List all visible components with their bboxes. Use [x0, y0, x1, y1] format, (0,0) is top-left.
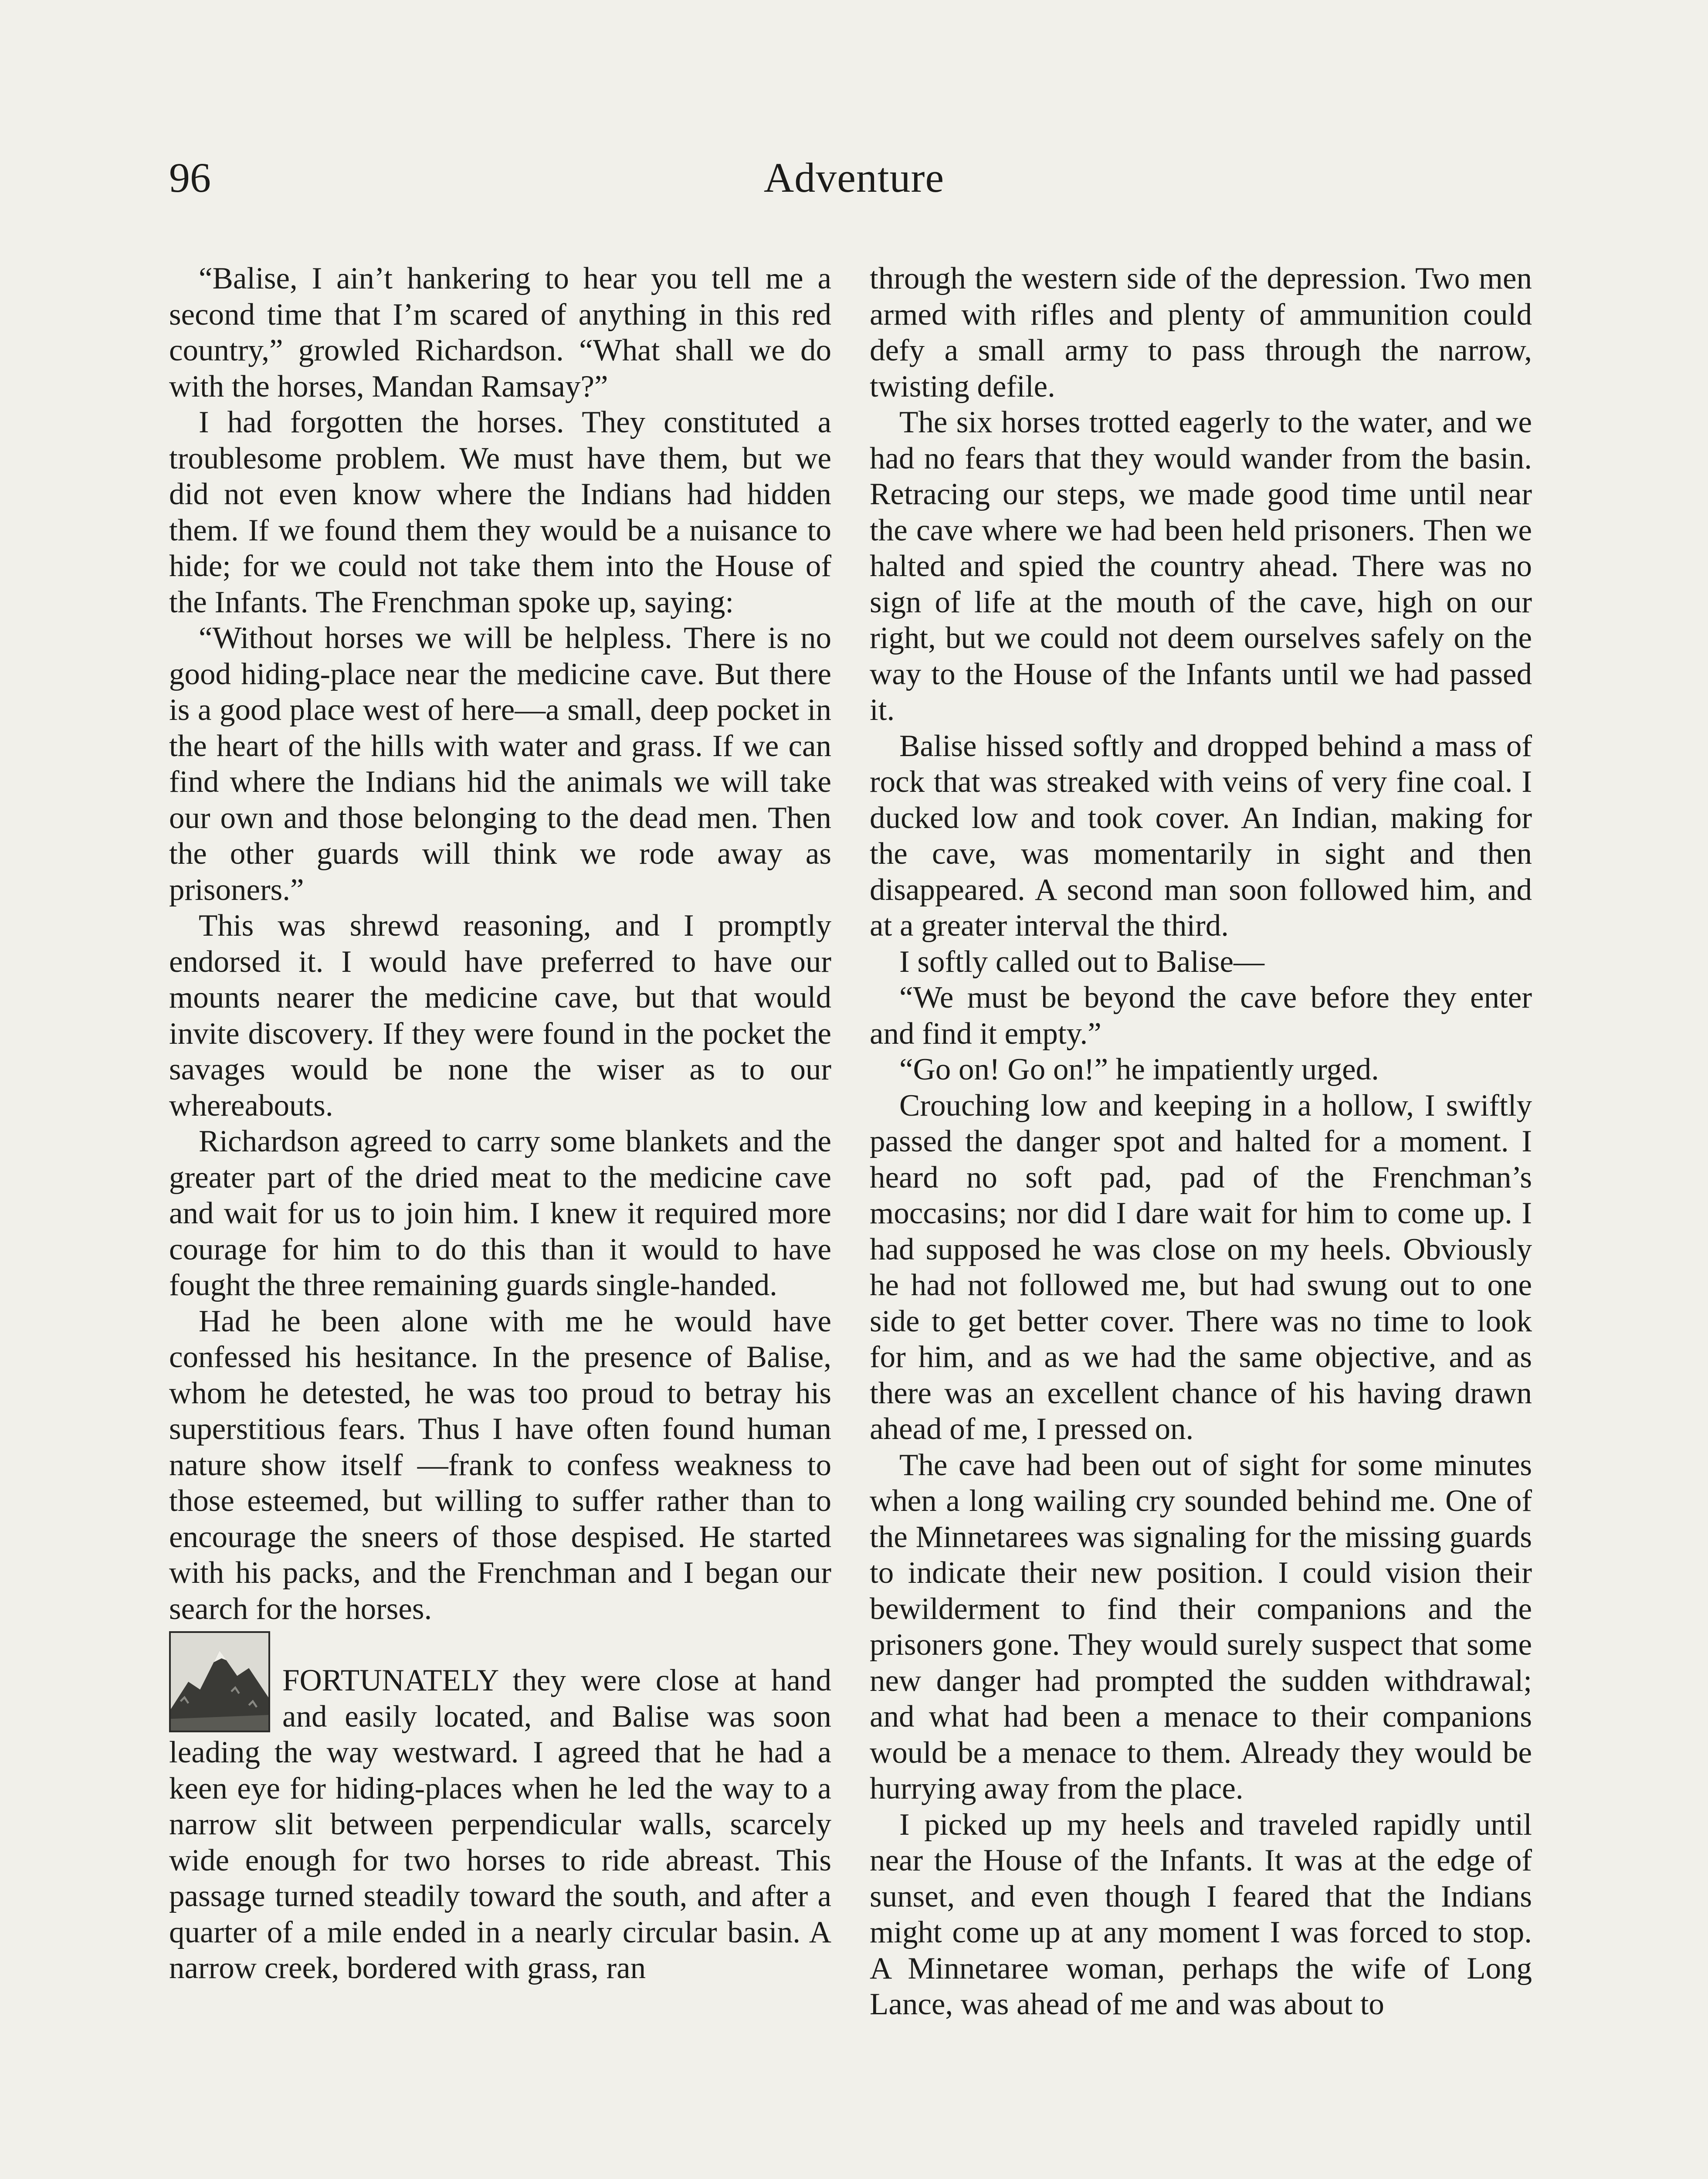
paragraph: FORTUNATELY they were close at hand and easily located, and Balise was soon leading the way westward. I agreed that he had a keen eye for hiding-places when he led the way to a narrow slit between perpendicular walls, scarcely wide enough for two horses to ride abreast. This passage turned steadily toward the south, and after a quarter of a mile ended in a nearly circular basin. A narrow creek, bordered with grass, ran: [169, 1663, 831, 1985]
mountain-icon: [169, 1631, 270, 1732]
paragraph: Richardson agreed to carry some blankets and the greater part of the dried meat to the medicine cave and wait for us to join him. I knew it required more courage for him to do this than it would to have fought the three remaining guards single-handed.: [169, 1124, 831, 1302]
paragraph: “Without horses we will be helpless. There is no good hiding-place near the medicine cave. But there is a good place west of here—a small, deep pocket in the heart of the hills with water and grass. If we can find where the Indians hid the animals we will take our own and those belonging to the dead men. Then the other guards will think we rode away as prisoners.”: [169, 621, 831, 907]
running-title: Adventure: [763, 154, 945, 201]
text-column-right: [870, 261, 1532, 2023]
paragraph: “Go on! Go on!” he impatiently urged.: [899, 1052, 1379, 1086]
paragraph: through the western side of the depression. Two men armed with rifles and plenty of ammunition could defy a small army to pass through the narrow, twisting defile.: [870, 261, 1532, 404]
paragraph: Crouching low and keeping in a hollow, I swiftly passed the danger spot and halted for a moment. I heard no soft pad, pad of the Frenchman’s moccasins; nor did I dare wait for him to come up. I had supposed he was close on my heels. Obviously he had not followed me, but had swung out to one side to get better cover. There was no time to look for him, and as we had the same objective, and as there was an excellent chance of his having drawn ahead of me, I pressed on.: [870, 1088, 1532, 1446]
paragraph: I had forgotten the horses. They constituted a troublesome problem. We must have them, but we did not even know where the Indians had hidden them. If we found them they would be a nuisance to hide; for we could not take them into the House of the Infants. The Frenchman spoke up, saying:: [169, 405, 831, 619]
paragraph: I softly called out to Balise—: [899, 944, 1265, 979]
page-number: 96: [169, 154, 211, 201]
paragraph: The six horses trotted eagerly to the water, and we had no fears that they would wander from the basin. Retracing our steps, we made good time until near the cave where we had been held prisoners. Then we halted and spied the country ahead. There was no sign of life at the mouth of the cave, high on our right, but we could not deem ourselves safely on the way to the House of the Infants until we had passed it.: [870, 405, 1532, 727]
paragraph: This was shrewd reasoning, and I promptly endorsed it. I would have preferred to have our mounts nearer the medicine cave, but that would invite discovery. If they were found in the pocket the savages would be none the wiser as to our whereabouts.: [169, 909, 831, 1123]
paragraph: The cave had been out of sight for some minutes when a long wailing cry sounded behind me. One of the Minnetarees was signaling for the missing guards to indicate their new position. I could vision their bewilderment to find their companions and the prisoners gone. They would surely suspect that some new danger had prompted the sudden withdrawal; and what had been a menace to their companions would be a menace to them. Already they would be hurrying away from the place.: [870, 1448, 1532, 1806]
text-column-left: [169, 261, 831, 1986]
paragraph: Had he been alone with me he would have confessed his hesitance. In the presence of Balise, whom he detested, he was too proud to betray his superstitious fears. Thus I have often found human nature show itself —frank to confess weakness to those esteemed, but willing to suffer rather than to encourage the sneers of those despised. He started with his packs, and the Frenchman and I began our search for the horses.: [169, 1304, 831, 1626]
paragraph: “We must be beyond the cave before they enter and find it empty.”: [870, 981, 1532, 1051]
paragraph: Balise hissed softly and dropped behind a mass of rock that was streaked with veins of very fine coal. I ducked low and took cover. An Indian, making for the cave, was momentarily in sight and then disappeared. A second man soon followed him, and at a greater interval the third.: [870, 729, 1532, 943]
paragraph: I picked up my heels and traveled rapidly until near the House of the Infants. It was at the edge of sunset, and even though I feared that the Indians might come up at any moment I was forced to stop. A Minnetaree woman, perhaps the wife of Long Lance, was ahead of me and was about to: [870, 1807, 1532, 2021]
paragraph: “Balise, I ain’t hankering to hear you tell me a second time that I’m scared of anything in this red country,” growled Richardson. “What shall we do with the horses, Mandan Ramsay?”: [169, 261, 831, 404]
